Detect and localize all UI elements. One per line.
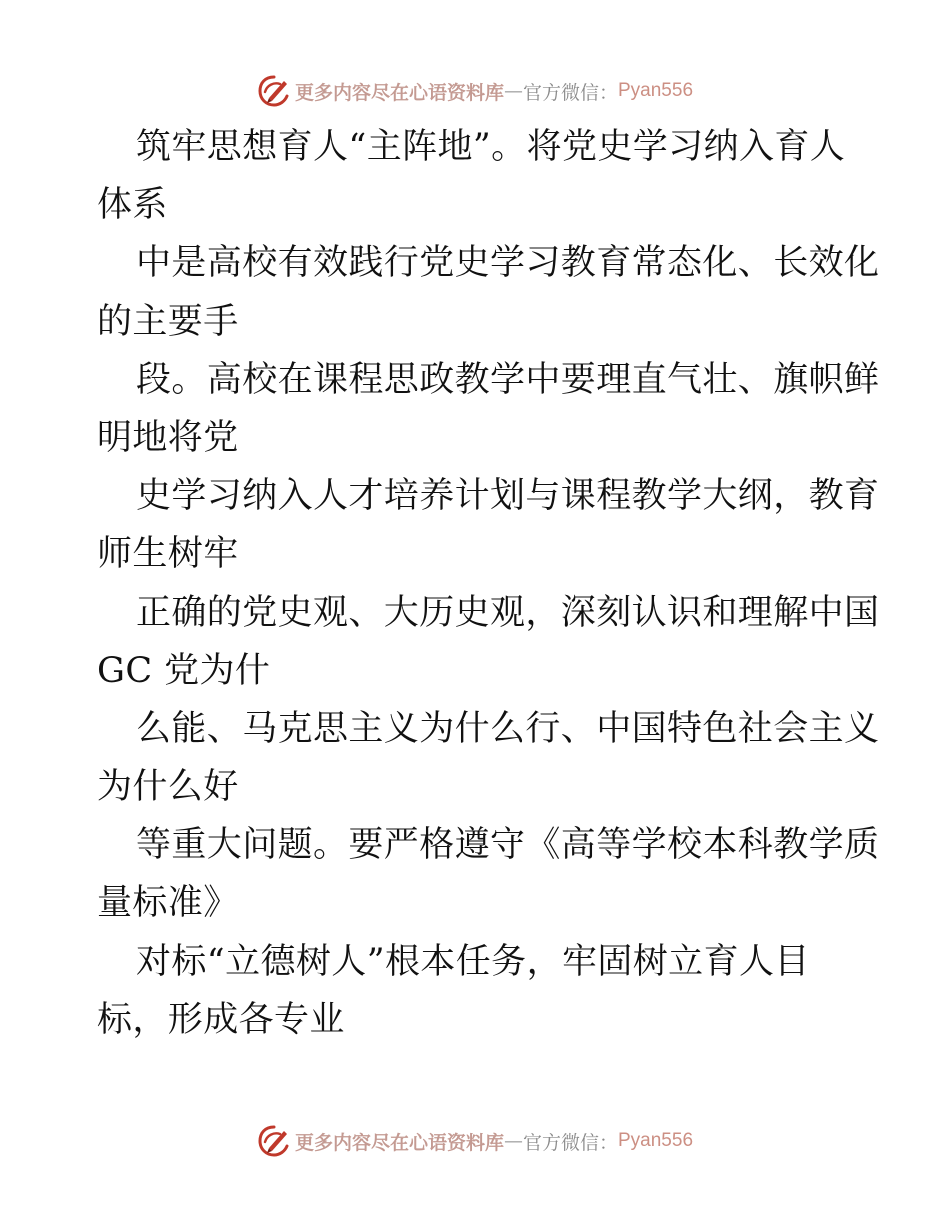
banner-wechat-id: Pyan556 — [618, 80, 694, 101]
text-line: 标，形成各专业 — [97, 999, 345, 1040]
header-watermark-banner — [0, 71, 950, 111]
text-line: 段。高校在课程思政教学中要理直气壮、旗帜鲜 — [136, 359, 880, 400]
text-line: 量标准》 — [97, 883, 239, 924]
text-line: 对标“立德树人”根本任务，牢固树立育人目 — [136, 941, 810, 982]
pen-swirl-logo-icon — [257, 1124, 291, 1158]
text-line: 等重大问题。要严格遵守《高等学校本科教学质 — [136, 825, 880, 866]
banner-wechat-id: Pyan556 — [618, 1130, 694, 1151]
text-line: 正确的党史观、大历史观，深刻认识和理解中国 — [136, 592, 880, 633]
text-line: 明地将党 — [97, 417, 239, 458]
text-line: 的主要手 — [97, 301, 239, 342]
text-line: 师生树牢 — [97, 534, 239, 575]
banner-dash: — — [503, 1130, 523, 1152]
banner-text: 更多内容尽在心语资料库 — [294, 81, 504, 104]
text-line: 筑牢思想育人“主阵地”。将党史学习纳入育人 — [136, 127, 846, 167]
document-body — [97, 118, 880, 1049]
banner-dash: — — [503, 80, 523, 102]
text-line: 史学习纳入人才培养计划与课程教学大纲，教育 — [136, 476, 880, 517]
banner-wechat-label: 官方微信： — [522, 1131, 618, 1154]
text-line: 么能、马克思主义为什么行、中国特色社会主义 — [136, 708, 880, 749]
text-line: 中是高校有效践行党史学习教育常态化、长效化 — [136, 243, 880, 284]
text-line: 体系 — [97, 185, 168, 226]
banner-text: 更多内容尽在心语资料库 — [294, 1131, 504, 1154]
pen-swirl-logo-icon — [257, 74, 291, 108]
text-line: 为什么好 — [97, 767, 239, 808]
footer-watermark-banner — [0, 1121, 950, 1161]
banner-wechat-label: 官方微信： — [522, 81, 618, 104]
text-line: GC 党为什 — [97, 650, 271, 691]
